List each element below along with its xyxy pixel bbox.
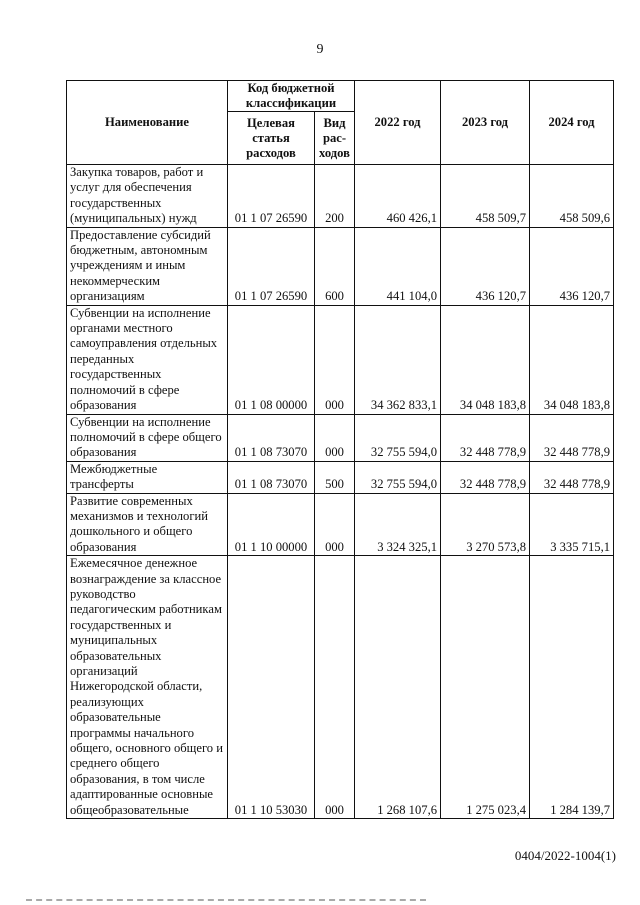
- row-target: 01 1 07 26590: [228, 165, 315, 228]
- document-id: 0404/2022-1004(1): [514, 848, 616, 863]
- row-vid: 000: [315, 305, 355, 414]
- table-row: [67, 227, 614, 305]
- row-2024: 32 448 778,9: [530, 414, 614, 461]
- row-2022: 32 755 594,0: [355, 414, 441, 461]
- row-vid: 000: [315, 493, 355, 556]
- table-row: [67, 493, 614, 556]
- header-code-group: Код бюджетной классификации: [228, 81, 355, 112]
- row-vid: 500: [315, 461, 355, 493]
- row-2024: 1 284 139,7: [530, 556, 614, 819]
- row-name: Субвенции на исполнение полномочий в сфере общего образования: [67, 414, 228, 461]
- row-2022: 3 324 325,1: [355, 493, 441, 556]
- row-2022: 32 755 594,0: [355, 461, 441, 493]
- table-row: [67, 305, 614, 414]
- row-target: 01 1 10 00000: [228, 493, 315, 556]
- header-2022: 2022 год: [355, 81, 441, 165]
- row-2022: 441 104,0: [355, 227, 441, 305]
- header-name: Наименование: [67, 81, 228, 165]
- row-2024: 436 120,7: [530, 227, 614, 305]
- header-2024: 2024 год: [530, 81, 614, 165]
- row-2022: 34 362 833,1: [355, 305, 441, 414]
- row-name: Субвенции на исполнение органами местного самоуправления отдельных переданных государственных полномочий в сфере образования: [67, 305, 228, 414]
- row-vid: 600: [315, 227, 355, 305]
- table-row: [67, 414, 614, 461]
- row-name: Развитие современных механизмов и технологий дошкольного и общего образования: [67, 493, 228, 556]
- table-row: [67, 165, 614, 228]
- row-2024: 34 048 183,8: [530, 305, 614, 414]
- row-target: 01 1 10 53030: [228, 556, 315, 819]
- row-2023: 34 048 183,8: [441, 305, 530, 414]
- table-row: [67, 556, 614, 819]
- row-target: 01 1 08 00000: [228, 305, 315, 414]
- row-2023: 3 270 573,8: [441, 493, 530, 556]
- row-target: 01 1 07 26590: [228, 227, 315, 305]
- row-target: 01 1 08 73070: [228, 461, 315, 493]
- row-target: 01 1 08 73070: [228, 414, 315, 461]
- header-vid: Вид рас-ходов: [315, 112, 355, 165]
- header-target: Целевая статья расходов: [228, 112, 315, 165]
- row-vid: 000: [315, 414, 355, 461]
- row-2022: 1 268 107,6: [355, 556, 441, 819]
- budget-table: [66, 80, 614, 819]
- table-row: [67, 461, 614, 493]
- row-vid: 000: [315, 556, 355, 819]
- row-2023: 1 275 023,4: [441, 556, 530, 819]
- row-2022: 460 426,1: [355, 165, 441, 228]
- row-2023: 32 448 778,9: [441, 461, 530, 493]
- row-2023: 436 120,7: [441, 227, 530, 305]
- row-2024: 3 335 715,1: [530, 493, 614, 556]
- row-name: Межбюджетные трансферты: [67, 461, 228, 493]
- row-2023: 458 509,7: [441, 165, 530, 228]
- row-name: Ежемесячное денежное вознаграждение за классное руководство педагогическим работникам государственных и муниципальных образовательных организаций Нижегородской области, реализующих образовательные программы начального общего, основного общего и среднего общего образования, в том числе адаптированные основные общеобразовательные: [67, 556, 228, 819]
- page-number: 9: [316, 42, 324, 57]
- row-name: Предоставление субсидий бюджетным, автономным учреждениям и иным некоммерческим организациям: [67, 227, 228, 305]
- row-name: Закупка товаров, работ и услуг для обеспечения государственных (муниципальных) нужд: [67, 165, 228, 228]
- row-2024: 458 509,6: [530, 165, 614, 228]
- header-2023: 2023 год: [441, 81, 530, 165]
- footer-scan-line: [26, 899, 426, 903]
- row-vid: 200: [315, 165, 355, 228]
- row-2023: 32 448 778,9: [441, 414, 530, 461]
- row-2024: 32 448 778,9: [530, 461, 614, 493]
